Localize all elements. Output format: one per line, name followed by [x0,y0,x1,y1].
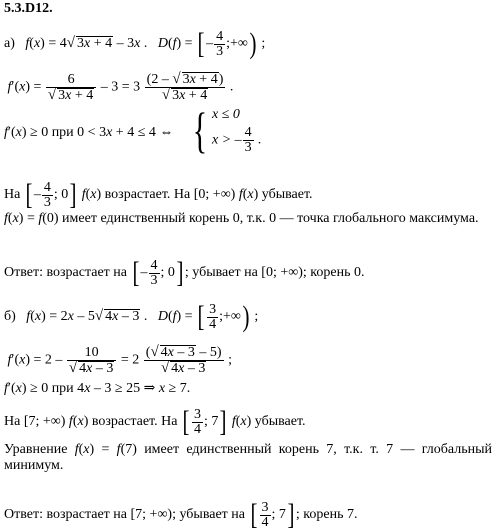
problem-title: 5.3.D12. [4,1,53,16]
system-row-1: x ≤ 0 [212,107,240,122]
part-b-conclusion: Уравнение f(x) = f(7) имеет единственный корень 7, т.к. т. 7 — глобальный минимум. [4,442,492,473]
part-a-monotonic-line: На [ – $\frac{4}{3}$ ; 0] f(x) возрастает. На [0; +∞) f(x) убывает. [4,178,313,211]
system-row-2: x > – $\frac{4}{3}$ . [212,125,262,155]
part-b-answer: Ответ: возрастает на [7; +∞); убывает на [ $\frac{3}{4}$ ; 7] ; корень 7. [4,498,358,531]
part-a-derivative-line: f′(x) = $\frac{6}{√ 3x + 4}$ – 3 = 3 $\frac{(2 - √ 3x + 4)}{√ 3x + 4}$ . [4,71,234,103]
part-b-derivative-line: f′(x) = 2 – $\frac{10}{√ 4x - 3}$ = 2 $\frac{(√ 4x - 3 - 5)}{√ 4x - 3}$ ; [4,344,232,376]
part-a-condition-line: f′(x) ≥ 0 при 0 < 3x + 4 ≤ 4 ⇔ [4,125,174,140]
part-b-label: б) [4,309,16,325]
part-a-label: а) [4,36,15,52]
part-b-condition-line: f′(x) ≥ 0 при 4x – 3 ≥ 25 ⇒ x ≥ 7. [4,381,191,396]
part-a-system: { x ≤ 0 x > – $\frac{4}{3}$ . [192,101,262,158]
part-b-function-line: б) f(x) = 2x – 5√ 4x – 3 . D(f) = [ $\frac{3}{4}$ ;+∞) ; [4,300,259,333]
part-a-conclusion: f(x) = f(0) имеет единственный корень 0, т.к. 0 — точка глобального максимума. [4,211,479,226]
part-b-monotonic-line: На [7; +∞) f(x) возрастает. На [ $\frac{3}{4}$ ; 7] f(x) убывает. [4,405,306,438]
solution-page [4,0,494,531]
part-a-function-line: а) f(x) = 4√ 3x + 4 – 3x . D(f) = [ – $\frac{4}{3}$ ;+∞) ; [4,27,266,60]
part-a-answer: Ответ: возрастает на [ – $\frac{4}{3}$ ; 0] ; убывает на [0; +∞); корень 0. [4,256,365,289]
